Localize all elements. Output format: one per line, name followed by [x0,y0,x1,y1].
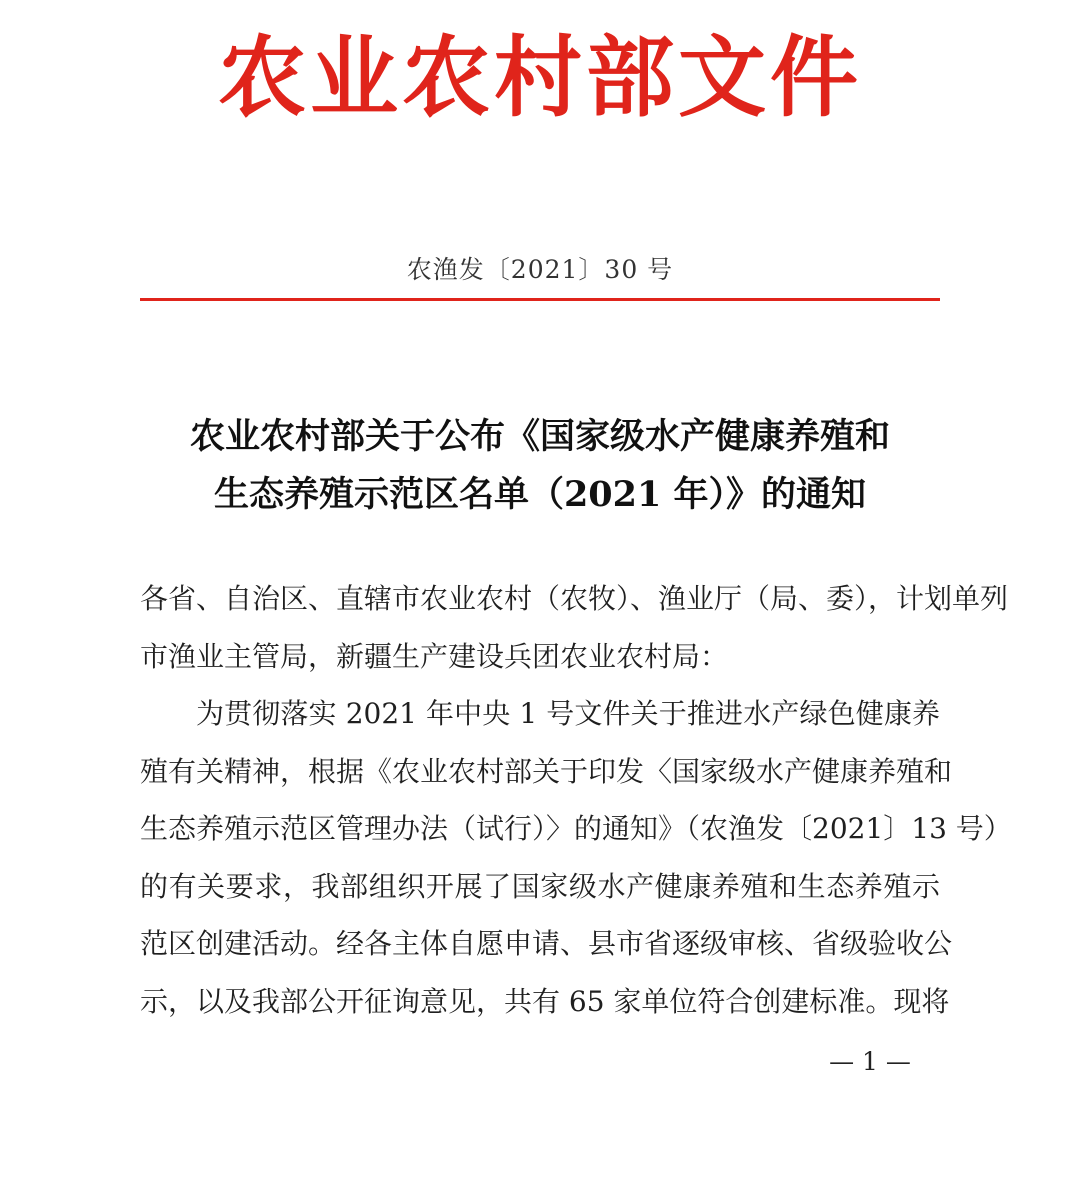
title-line-2: 生态养殖示范区名单（2021 年）》的通知 [213,474,867,515]
document-number: 农渔发〔2021〕30 号 [406,255,674,284]
paragraph-line-4: 的有关要求，我部组织开展了国家级水产健康养殖和生态养殖示 [140,869,940,903]
document-title [130,408,950,524]
paragraph-line-5: 范区创建活动。经各主体自愿申请、县市省逐级审核、省级验收公 [140,927,953,960]
red-separator-line [140,298,940,301]
page-number: — 1 — [829,1047,911,1076]
document-body [140,570,1012,1030]
paragraph-line-1: 为贯彻落实 2021 年中央 1 号文件关于推进水产绿色健康养 [196,697,940,730]
document-masthead: 农业农村部文件 [217,25,862,129]
paragraph-line-2: 殖有关精神，根据《农业农村部关于印发〈国家级水产健康养殖和 [140,754,953,788]
recipients-line-2: 市渔业主管局，新疆生产建设兵团农业农村局： [140,639,729,673]
paragraph-line-6: 示，以及我部公开征询意见，共有 65 家单位符合创建标准。现将 [140,984,950,1018]
paragraph-line-3: 生态养殖示范区管理办法（试行）〉的通知》（农渔发〔2021〕13 号） [140,812,1012,845]
recipients-line-1: 各省、自治区、直辖市农业农村（农牧）、渔业厅（局、委），计划单列 [140,582,1009,615]
title-line-1: 农业农村部关于公布《国家级水产健康养殖和 [189,416,890,457]
